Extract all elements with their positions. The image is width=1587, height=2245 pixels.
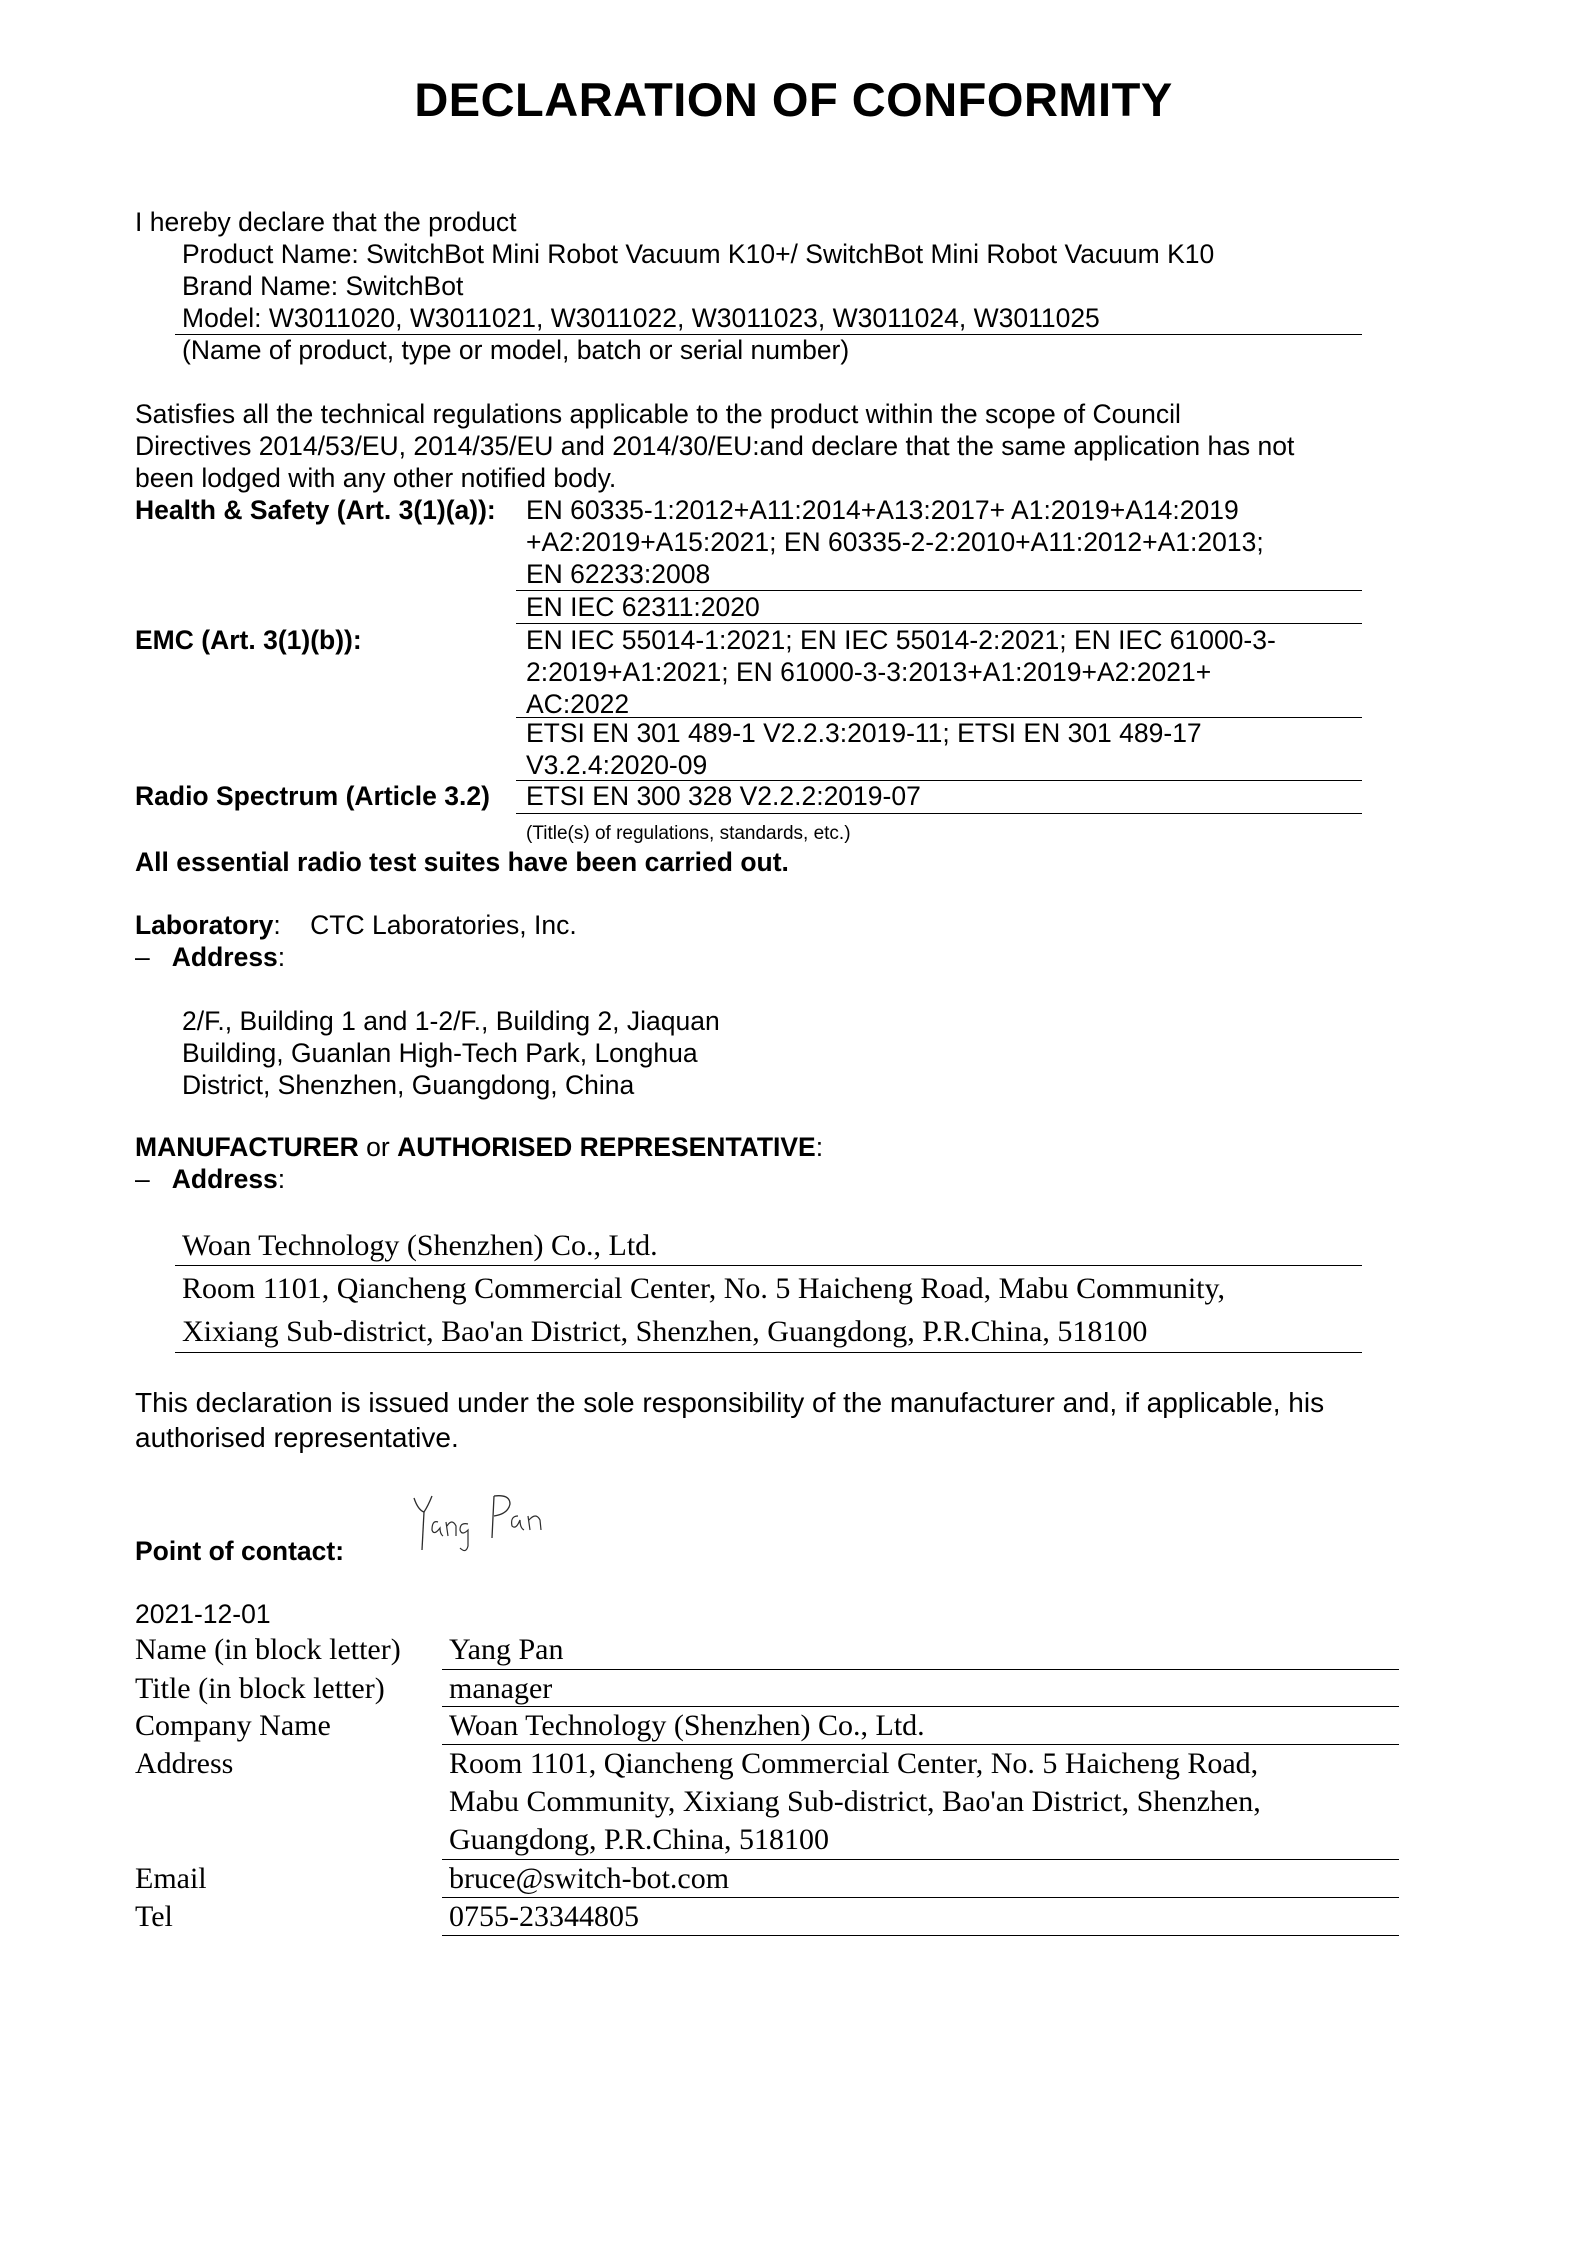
tel-value: 0755-23344805 xyxy=(449,1900,639,1933)
manufacturer-address-row xyxy=(135,1163,285,1195)
emc-standards xyxy=(526,624,1276,720)
laboratory-address-colon: : xyxy=(277,942,286,972)
standard-line: EN IEC 55014-1:2021; EN IEC 55014-2:2021; EN IEC 61000-3- xyxy=(526,625,1276,655)
table-divider xyxy=(516,813,1362,814)
email-value: bruce@switch-bot.com xyxy=(449,1862,730,1895)
signature-svg xyxy=(410,1490,560,1560)
product-name: Product Name: SwitchBot Mini Robot Vacuum K10+/ SwitchBot Mini Robot Vacuum K10 xyxy=(182,239,1215,269)
address-line: Mabu Community, Xixiang Sub-district, Bao'an District, Shenzhen, xyxy=(449,1785,1261,1818)
address-line: Building, Guanlan High-Tech Park, Longhua xyxy=(182,1038,698,1068)
manufacturer-address-label: Address xyxy=(171,1164,278,1194)
standard-line: +A2:2019+A15:2021; EN 60335-2-2:2010+A11:2012+A1:2013; xyxy=(526,527,1264,557)
satisfies-paragraph xyxy=(135,398,1294,494)
laboratory-row xyxy=(135,909,577,941)
model-list: Model: W3011020, W3011021, W3011022, W3011023, W3011024, W3011025 xyxy=(182,303,1100,333)
health-safety-label: Health & Safety (Art. 3(1)(a)): xyxy=(135,495,496,525)
standard-line: ETSI EN 301 489-1 V2.2.3:2019-11; ETSI EN 301 489-17 xyxy=(526,718,1202,748)
radio-suites-statement: All essential radio test suites have been carried out. xyxy=(135,847,789,877)
signature xyxy=(410,1490,560,1560)
responsibility-line: authorised representative. xyxy=(135,1422,459,1453)
laboratory-label: Laboratory xyxy=(135,910,274,940)
address-line: Guangdong, P.R.China, 518100 xyxy=(449,1823,830,1856)
emc-label: EMC (Art. 3(1)(b)): xyxy=(135,625,362,655)
manufacturer-or: or xyxy=(366,1132,390,1162)
manufacturer-company: Woan Technology (Shenzhen) Co., Ltd. xyxy=(182,1229,658,1262)
manufacturer-heading xyxy=(135,1131,823,1163)
contact-date: 2021-12-01 xyxy=(135,1599,271,1629)
company-label: Company Name xyxy=(135,1709,331,1742)
company-value: Woan Technology (Shenzhen) Co., Ltd. xyxy=(449,1709,925,1742)
address-line: District, Shenzhen, Guangdong, China xyxy=(182,1070,635,1100)
address-line: 2/F., Building 1 and 1-2/F., Building 2, Jiaquan xyxy=(182,1006,720,1036)
manufacturer-divider xyxy=(175,1352,1362,1353)
dash-bullet: – xyxy=(135,942,150,972)
title-label: Title (in block letter) xyxy=(135,1672,385,1705)
point-of-contact-label: Point of contact: xyxy=(135,1536,345,1566)
health-extra-standard: EN IEC 62311:2020 xyxy=(526,592,760,622)
laboratory-colon: : xyxy=(273,910,281,940)
authorised-representative-label: AUTHORISED REPRESENTATIVE xyxy=(397,1132,816,1162)
satisfies-line: Directives 2014/53/EU, 2014/35/EU and 2014/30/EU:and declare that the same application has not xyxy=(135,431,1295,461)
page-title: DECLARATION OF CONFORMITY xyxy=(414,73,1173,126)
manufacturer-divider xyxy=(175,1265,1362,1266)
radio-spectrum-standard: ETSI EN 300 328 V2.2.2:2019-07 xyxy=(526,781,921,811)
intro-text: I hereby declare that the product xyxy=(135,207,517,237)
address-value xyxy=(449,1745,1261,1859)
manufacturer-label: MANUFACTURER xyxy=(135,1132,359,1162)
etsi-standards xyxy=(526,717,1202,781)
satisfies-line: Satisfies all the technical regulations applicable to the product within the scope of Council xyxy=(135,399,1181,429)
laboratory-address-row xyxy=(135,941,285,973)
name-label: Name (in block letter) xyxy=(135,1633,401,1666)
product-caption: (Name of product, type or model, batch or serial number) xyxy=(182,335,850,365)
address-line: Room 1101, Qiancheng Commercial Center, No. 5 Haicheng Road, xyxy=(449,1747,1259,1780)
laboratory-address-label: Address xyxy=(171,942,278,972)
manufacturer-address-line: Room 1101, Qiancheng Commercial Center, No. 5 Haicheng Road, Mabu Community, xyxy=(182,1272,1226,1305)
laboratory-address xyxy=(182,1005,720,1101)
product-divider xyxy=(175,334,1362,335)
standard-line: AC:2022 xyxy=(526,689,630,719)
responsibility-line: This declaration is issued under the sole responsibility of the manufacturer and, if applicable, his xyxy=(135,1387,1325,1418)
standard-line: 2:2019+A1:2021; EN 61000-3-3:2013+A1:2019+A2:2021+ xyxy=(526,657,1212,687)
radio-spectrum-label: Radio Spectrum (Article 3.2) xyxy=(135,781,490,811)
title-value: manager xyxy=(449,1672,553,1705)
tel-label: Tel xyxy=(135,1900,173,1933)
contact-divider xyxy=(442,1669,1399,1670)
standard-line: V3.2.4:2020-09 xyxy=(526,750,708,780)
name-value: Yang Pan xyxy=(449,1633,564,1666)
manufacturer-address-colon: : xyxy=(277,1164,286,1194)
standard-line: EN 60335-1:2012+A11:2014+A13:2017+ A1:2019+A14:2019 xyxy=(526,495,1239,525)
contact-divider xyxy=(442,1935,1399,1936)
responsibility-statement xyxy=(135,1385,1324,1455)
laboratory-name: CTC Laboratories, Inc. xyxy=(310,910,577,940)
health-safety-standards xyxy=(526,494,1264,590)
standards-caption: (Title(s) of regulations, standards, etc.) xyxy=(526,823,851,844)
address-label: Address xyxy=(135,1747,234,1780)
satisfies-line: been lodged with any other notified body. xyxy=(135,463,617,493)
manufacturer-colon: : xyxy=(815,1132,824,1162)
dash-bullet: – xyxy=(135,1164,150,1194)
email-label: Email xyxy=(135,1862,207,1895)
product-block xyxy=(182,238,1214,366)
manufacturer-address-line: Xixiang Sub-district, Bao'an District, Shenzhen, Guangdong, P.R.China, 518100 xyxy=(182,1315,1148,1348)
standard-line: EN 62233:2008 xyxy=(526,559,711,589)
brand-name: Brand Name: SwitchBot xyxy=(182,271,464,301)
